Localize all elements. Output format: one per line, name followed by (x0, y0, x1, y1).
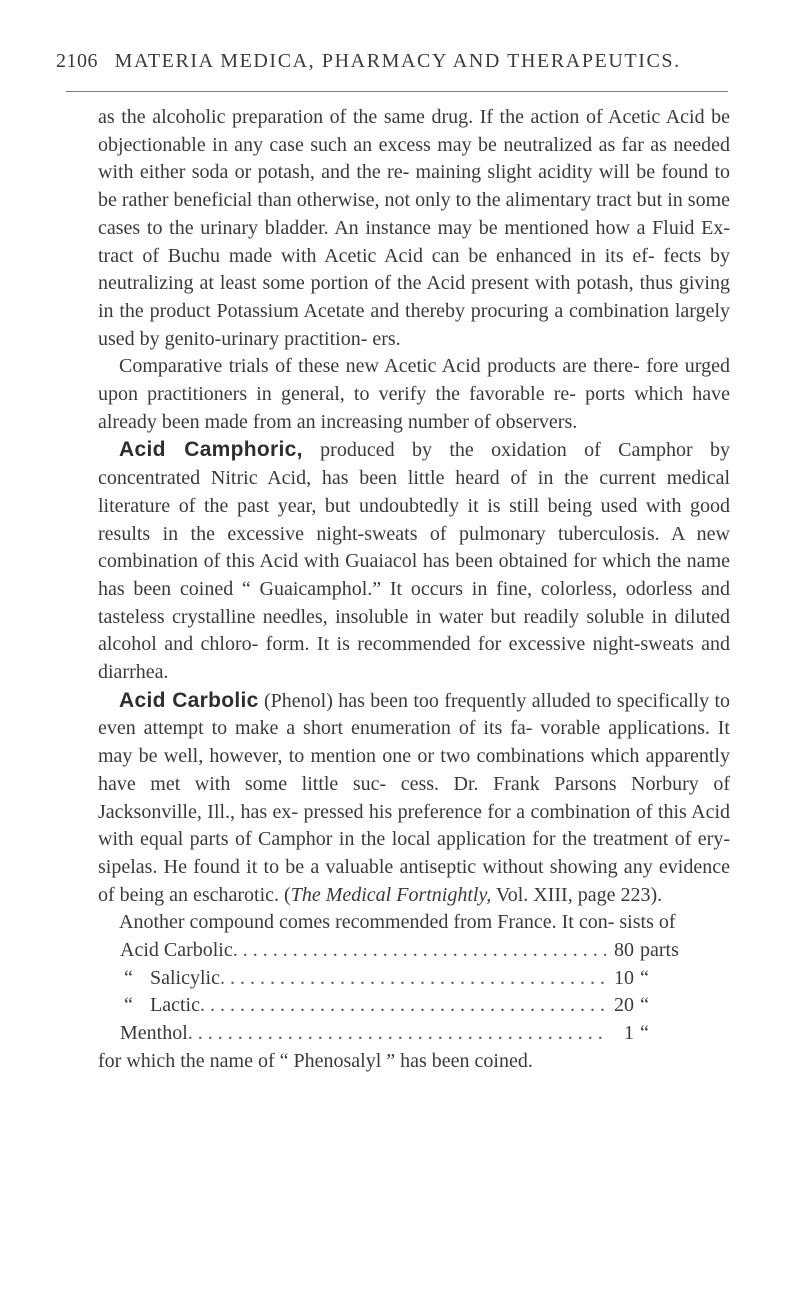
citation-volume: Vol. XIII, page 223). (491, 883, 663, 906)
dot-leader (220, 965, 606, 993)
paragraph-acetic-acid: as the alcoholic preparation of the same drug. If the action of Acetic Acid be objectionable in any case such an excess may be neutralized as far as needed with either soda or potash, and the re- maining slight acidity will be found to be rather beneficial than otherwise, not only to the alimentary tract but in some cases to the urinary bladder. An instance may be mentioned how a Fluid Ex- tract of Buchu made with Acetic Acid can be enhanced in its ef- fects by neutralizing at least some portion of the Acid present with potash, thus giving in the product Potassium Acetate and thereby procuring a combination largely used by genito-urinary practition- ers. (98, 106, 731, 350)
body-text (98, 104, 730, 1076)
acid-camphoric-text: produced by the oxidation of Camphor by concentrated Nitric Acid, has been little heard of in the current medical literature of the past year, but undoubtedly it is still being used with good results in the excessive night-sweats of pulmonary tuberculosis. A new combination of this Acid with Guaiacol has been obtained for which the name has been coined “ Guaicamphol.” It occurs in fine, colorless, odorless and tasteless crystalline needles, insoluble in water but readily soluble in diluted alcohol and chloro- form. It is recommended for excessive night-sweats and diarrhea. (98, 439, 730, 684)
ingredient-quantity: 20 (614, 994, 634, 1017)
paragraph-acid-carbolic (98, 687, 730, 910)
running-title: MATERIA MEDICA, PHARMACY AND THERAPEUTICS. (114, 50, 681, 72)
acid-carbolic-text: (Phenol) has been too frequently alluded to specifically to even attempt to make a short enumeration of its fa- vorable applications. It may be well, however, to mention one or two combinations which apparently have met with some little suc- cess. Dr. Frank Parsons Norbury of Jacksonville, Ill., has ex- pressed his preference for a combination of this Acid with equal parts of Camphor in the local application for the treatment of ery- sipelas. He found it to be a valuable antiseptic without showing any evidence of being an escharotic. ( (98, 689, 730, 906)
ingredient-name: Lactic (150, 994, 200, 1017)
dot-leader (188, 1020, 606, 1048)
ingredient-name-cell (120, 965, 220, 993)
ingredient-name-cell (120, 992, 200, 1020)
heading-acid-carbolic: Acid Carbolic (119, 688, 259, 712)
ingredient-name: Acid Carbolic (120, 939, 233, 962)
formula-list (120, 937, 708, 1048)
ingredient-quantity: 80 (614, 939, 634, 962)
journal-citation: The Medical Fortnightly, (290, 883, 492, 906)
paragraph-phenosalyl: for which the name of “ Phenosalyl ” has been coined. (98, 1049, 533, 1072)
ingredient-unit: “ (640, 966, 649, 989)
paragraph-another-compound: Another compound comes recommended from France. It con- sists of (119, 911, 676, 934)
formula-row (120, 992, 708, 1020)
dot-leader (233, 937, 606, 965)
header-rule (66, 91, 728, 92)
ditto-mark: “ (124, 966, 133, 989)
formula-row (120, 937, 708, 965)
ingredient-unit: parts (640, 939, 679, 962)
ingredient-unit: “ (640, 994, 649, 1017)
ingredient-quantity: 1 (624, 1022, 634, 1045)
ingredient-unit: “ (640, 1022, 649, 1045)
running-header (56, 50, 756, 73)
ditto-mark: “ (124, 994, 133, 1017)
ingredient-name: Salicylic (150, 966, 220, 989)
paragraph-comparative-trials: Comparative trials of these new Acetic Acid products are there- fore urged upon practitioners in general, to verify the favorable re- ports which have already been made from an increasing number of observers. (98, 355, 730, 433)
formula-row (120, 965, 708, 993)
formula-row (120, 1020, 708, 1048)
page-number: 2106 (56, 50, 98, 72)
dot-leader (200, 992, 606, 1020)
paragraph-acid-camphoric (98, 436, 730, 686)
ingredient-quantity: 10 (614, 966, 634, 989)
ingredient-name: Menthol (120, 1022, 188, 1045)
heading-acid-camphoric: Acid Camphoric, (119, 438, 303, 462)
